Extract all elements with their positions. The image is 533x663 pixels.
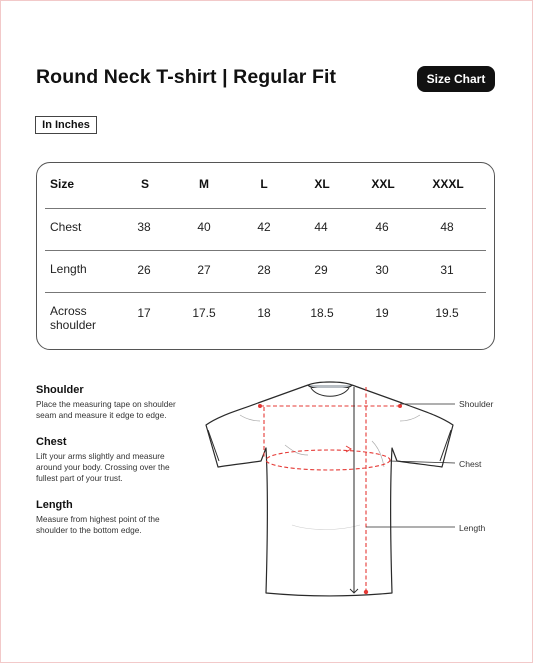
table-cell: 29 bbox=[314, 263, 328, 277]
table-cell: 30 bbox=[375, 263, 389, 277]
shoulder-point-left bbox=[258, 404, 262, 408]
table-cell: 27 bbox=[197, 263, 211, 277]
table-cell: 40 bbox=[197, 220, 211, 234]
table-cell: 28 bbox=[257, 263, 271, 277]
page-title: Round Neck T-shirt | Regular Fit bbox=[36, 66, 337, 88]
table-cell: 38 bbox=[137, 220, 151, 234]
guide-line: Lift your arms slightly and measure bbox=[36, 451, 165, 461]
table-cell: 18.5 bbox=[310, 306, 334, 320]
size-chart-badge: Size Chart bbox=[417, 66, 495, 92]
table-cell: 48 bbox=[440, 220, 454, 234]
table-divider bbox=[45, 208, 486, 209]
row-label-line: Across bbox=[50, 304, 87, 318]
table-header-label: Size bbox=[50, 177, 75, 191]
row-label-chest: Chest bbox=[50, 220, 82, 234]
guide-chest-text bbox=[36, 451, 196, 484]
size-header-xl: XL bbox=[314, 177, 330, 191]
table-cell: 31 bbox=[440, 263, 454, 277]
size-header-xxxl: XXXL bbox=[432, 177, 464, 191]
size-table bbox=[36, 162, 495, 350]
row-label-length: Length bbox=[50, 262, 87, 276]
table-cell: 17.5 bbox=[192, 306, 216, 320]
table-cell: 42 bbox=[257, 220, 271, 234]
guide-line: shoulder to the bottom edge. bbox=[36, 525, 142, 535]
row-label-across-shoulder bbox=[50, 304, 96, 332]
size-header-m: M bbox=[199, 177, 209, 191]
size-header-xxl: XXL bbox=[371, 177, 395, 191]
callout-chest: Chest bbox=[459, 459, 482, 469]
shoulder-point-right bbox=[398, 404, 402, 408]
table-cell: 26 bbox=[137, 263, 151, 277]
length-point-bottom bbox=[364, 590, 368, 594]
row-label-line: shoulder bbox=[50, 318, 97, 332]
tshirt-diagram bbox=[200, 375, 460, 605]
guide-shoulder-title: Shoulder bbox=[36, 384, 84, 396]
guide-chest bbox=[36, 436, 196, 484]
guide-line: fullest part of your trust. bbox=[36, 473, 123, 483]
table-divider bbox=[45, 292, 486, 293]
table-cell: 19 bbox=[375, 306, 389, 320]
size-header-s: S bbox=[140, 177, 150, 191]
guide-length-title: Length bbox=[36, 499, 73, 511]
guide-line: seam and measure it edge to edge. bbox=[36, 410, 167, 420]
table-cell: 17 bbox=[137, 306, 151, 320]
table-cell: 46 bbox=[375, 220, 389, 234]
guide-line: Measure from highest point of the bbox=[36, 514, 160, 524]
guide-line: around your body. Crossing over the bbox=[36, 462, 170, 472]
size-header-l: L bbox=[260, 177, 268, 191]
table-cell: 18 bbox=[257, 306, 271, 320]
table-cell: 19.5 bbox=[435, 306, 459, 320]
table-divider bbox=[45, 250, 486, 251]
tshirt-outline bbox=[206, 382, 453, 596]
guide-chest-title: Chest bbox=[36, 436, 67, 448]
unit-badge: In Inches bbox=[35, 116, 97, 134]
guide-shoulder-text bbox=[36, 399, 196, 421]
guide-shoulder bbox=[36, 384, 196, 421]
guide-length bbox=[36, 499, 196, 536]
callout-shoulder: Shoulder bbox=[459, 399, 494, 409]
callout-length: Length bbox=[459, 523, 486, 533]
guide-length-text bbox=[36, 514, 196, 536]
table-cell: 44 bbox=[314, 220, 328, 234]
guide-line: Place the measuring tape on shoulder bbox=[36, 399, 176, 409]
